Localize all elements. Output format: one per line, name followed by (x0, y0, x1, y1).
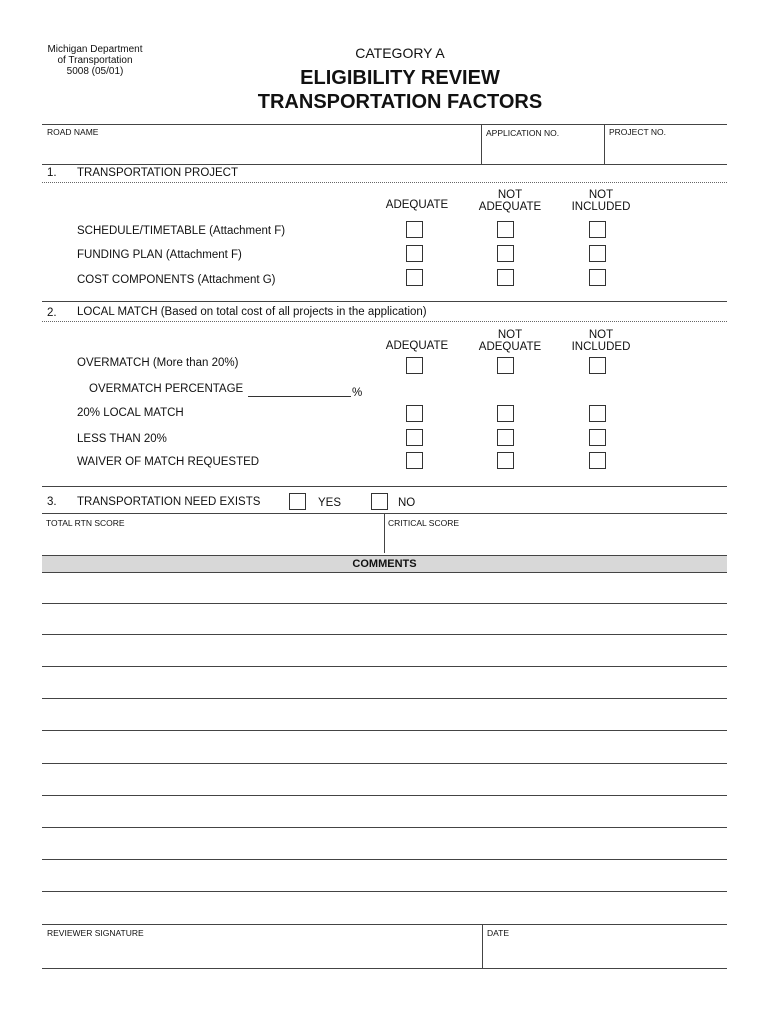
col-not-included (556, 189, 646, 213)
col-not-included-line2: INCLUDED (571, 341, 631, 353)
item-cost-label: COST COMPONENTS (Attachment G) (77, 274, 276, 286)
need-no-checkbox[interactable] (371, 493, 388, 510)
less-than-20-adequate-checkbox[interactable] (406, 429, 423, 446)
waiver-adequate-checkbox[interactable] (406, 452, 423, 469)
col-not-included (556, 329, 646, 353)
col-adequate: ADEQUATE (385, 199, 449, 211)
road-name-field[interactable] (42, 125, 727, 163)
funding-adequate-checkbox[interactable] (406, 245, 423, 262)
overmatch-label: OVERMATCH (More than 20%) (77, 357, 239, 369)
divider (42, 164, 727, 165)
overmatch-not-included-checkbox[interactable] (589, 357, 606, 374)
overmatch-adequate-checkbox[interactable] (406, 357, 423, 374)
col-not-adequate (465, 189, 555, 213)
section-3-number: 3. (47, 496, 57, 508)
divider (482, 924, 483, 968)
col-not-adequate-line1: NOT (497, 329, 523, 341)
local-match-adequate-checkbox[interactable] (406, 405, 423, 422)
item-schedule-label: SCHEDULE/TIMETABLE (Attachment F) (77, 225, 286, 237)
section-3-title: TRANSPORTATION NEED EXISTS (77, 496, 261, 508)
section-2-number: 2. (47, 307, 57, 319)
overmatch-not-adequate-checkbox[interactable] (497, 357, 514, 374)
funding-not-included-checkbox[interactable] (589, 245, 606, 262)
divider (42, 486, 727, 487)
date-label: DATE (487, 928, 510, 938)
cost-adequate-checkbox[interactable] (406, 269, 423, 286)
waiver-not-adequate-checkbox[interactable] (497, 452, 514, 469)
local-match-not-adequate-checkbox[interactable] (497, 405, 514, 422)
col-not-included-line2: INCLUDED (571, 201, 631, 213)
project-no-label: PROJECT NO. (609, 127, 666, 137)
funding-not-adequate-checkbox[interactable] (497, 245, 514, 262)
cost-not-included-checkbox[interactable] (589, 269, 606, 286)
divider (384, 513, 385, 553)
section-1-title: TRANSPORTATION PROJECT (77, 167, 239, 179)
item-funding-label: FUNDING PLAN (Attachment F) (77, 249, 242, 261)
need-yes-checkbox[interactable] (289, 493, 306, 510)
agency-line-1: Michigan Department (47, 44, 143, 55)
section-1-number: 1. (47, 167, 57, 179)
agency-name (40, 44, 150, 77)
schedule-not-included-checkbox[interactable] (589, 221, 606, 238)
waiver-not-included-checkbox[interactable] (589, 452, 606, 469)
application-no-label: APPLICATION NO. (486, 128, 560, 138)
category-label: CATEGORY A (355, 45, 445, 61)
title-line-2: TRANSPORTATION FACTORS (257, 91, 543, 113)
overmatch-percentage-input[interactable] (248, 396, 351, 397)
schedule-not-adequate-checkbox[interactable] (497, 221, 514, 238)
critical-score-label: CRITICAL SCORE (388, 518, 460, 528)
col-not-adequate (465, 329, 555, 353)
col-adequate: ADEQUATE (385, 340, 449, 352)
cost-not-adequate-checkbox[interactable] (497, 269, 514, 286)
less-than-20-label: LESS THAN 20% (77, 433, 167, 445)
bottom-border (42, 968, 727, 969)
total-rtn-score-input[interactable] (42, 528, 382, 552)
col-not-included-line1: NOT (588, 329, 614, 341)
comments-header: COMMENTS (42, 555, 727, 573)
dotted-divider (42, 321, 727, 322)
less-than-20-not-included-checkbox[interactable] (589, 429, 606, 446)
divider (42, 924, 727, 925)
section-2-title: LOCAL MATCH (Based on total cost of all projects in the application) (77, 306, 427, 318)
reviewer-signature-field[interactable] (42, 940, 480, 967)
form-number: 5008 (05/01) (66, 66, 124, 77)
local-match-not-included-checkbox[interactable] (589, 405, 606, 422)
agency-line-2: of Transportation (57, 55, 133, 66)
no-label: NO (398, 497, 416, 509)
critical-score-input[interactable] (386, 528, 726, 552)
col-not-adequate-line2: ADEQUATE (478, 341, 542, 353)
col-not-adequate-line1: NOT (497, 189, 523, 201)
waiver-label: WAIVER OF MATCH REQUESTED (77, 456, 260, 468)
col-not-included-line1: NOT (588, 189, 614, 201)
overmatch-percentage-label: OVERMATCH PERCENTAGE (89, 383, 244, 395)
less-than-20-not-adequate-checkbox[interactable] (497, 429, 514, 446)
title-line-1: ELIGIBILITY REVIEW (300, 67, 500, 89)
col-not-adequate-line2: ADEQUATE (478, 201, 542, 213)
local-match-20-label: 20% LOCAL MATCH (77, 407, 184, 419)
divider (42, 301, 727, 302)
comments-textarea[interactable] (42, 574, 727, 922)
page-title (200, 66, 600, 114)
yes-label: YES (318, 497, 342, 509)
road-name-label: ROAD NAME (47, 127, 99, 137)
reviewer-signature-label: REVIEWER SIGNATURE (47, 928, 144, 938)
dotted-divider (42, 182, 727, 183)
total-rtn-score-label: TOTAL RTN SCORE (46, 518, 125, 528)
date-field[interactable] (484, 940, 726, 967)
schedule-adequate-checkbox[interactable] (406, 221, 423, 238)
percent-sign: % (352, 387, 363, 399)
